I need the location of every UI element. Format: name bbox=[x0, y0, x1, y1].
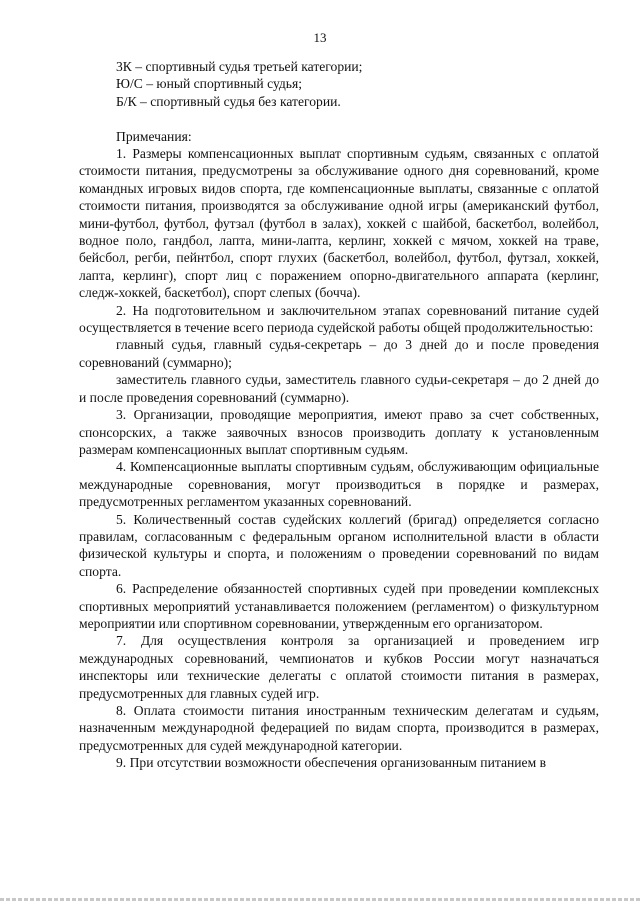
note-paragraph-6: 6. Распределение обязанностей спортивных судей при проведении комплексных спортивных мероприятий устанавливается положением (регламентом) о физкультурном мероприятии или спортивном соревновании, утвержденным его организатором. bbox=[79, 581, 599, 631]
note-paragraph-4: 4. Компенсационные выплаты спортивным судьям, обслуживающим официальные международные соревнования, могут производиться в порядке и размерах, предусмотренных регламентом указанных соревнований. bbox=[79, 459, 599, 510]
document-body bbox=[79, 58, 599, 772]
note-paragraph-7: 7. Для осуществления контроля за организацией и проведением игр международных соревнований, чемпионатов и кубков России могут назначаться инспекторы или технические делегаты с оплатой стоимости питания в размерах, предусмотренных для главных судей игр. bbox=[79, 633, 599, 701]
notes-heading: Примечания: bbox=[116, 128, 192, 144]
note-paragraph-8: 8. Оплата стоимости питания иностранным техническим делегатам и судьям, назначенным международной федерацией по видам спорта, производится в размерах, предусмотренных для судей международной категории. bbox=[79, 703, 599, 753]
scan-bottom-edge bbox=[0, 898, 640, 901]
note-paragraph-2-deputy-judge: заместитель главного судьи, заместитель главного судьи-секретаря – до 2 дней до и после проведения соревнований (суммарно). bbox=[79, 372, 599, 405]
abbreviation-3k: 3К – спортивный судья третьей категории; bbox=[116, 59, 363, 74]
note-paragraph-1: 1. Размеры компенсационных выплат спортивным судьям, связанных с оплатой стоимости питания, предусмотрены за обслуживание одного дня соревнований, кроме командных игровых видов спорта, где компенсационные выплаты, связанные с оплатой стоимости питания, производятся за обслуживание одной игры (американский футбол, мини-футбол, футбол, футзал (футбол в залах), хоккей с шайбой, баскетбол, волейбол, водное поло, гандбол, лапта, мини-лапта, керлинг, хоккей с мячом, хоккей на траве, бейсбол, регби, пейнтбол, спорт глухих (баскетбол, волейбол, футбол, футзал, хоккей, лапта, керлинг), спорт лиц с поражением опорно-двигательного аппарата (керлинг, следж-хоккей, баскетбол), спорт слепых (бочча). bbox=[79, 146, 599, 301]
note-paragraph-5: 5. Количественный состав судейских коллегий (бригад) определяется согласно правилам, согласованным с федеральным органом исполнительной власти в области физической культуры и спорта, и положениям о проведении соревнований по видам спорта. bbox=[79, 511, 599, 579]
note-paragraph-2-chief-judge: главный судья, главный судья-секретарь – до 3 дней до и после проведения соревнований (суммарно); bbox=[79, 337, 599, 370]
blank-line bbox=[79, 110, 599, 127]
abbreviation-bk: Б/К – спортивный судья без категории. bbox=[116, 93, 341, 109]
page-number: 13 bbox=[313, 30, 327, 45]
note-paragraph-3: 3. Организации, проводящие мероприятия, имеют право за счет собственных, спонсорских, а также заявочных взносов производить доплату к установленным размерам компенсационных выплат спортивным судьям. bbox=[79, 407, 599, 457]
note-paragraph-9: 9. При отсутствии возможности обеспечения организованным питанием в bbox=[116, 755, 546, 771]
note-paragraph-2: 2. На подготовительном и заключительном этапах соревнований питание судей осуществляется в течение всего периода судейской работы общей продолжительностью: bbox=[79, 302, 599, 336]
abbreviation-yus: Ю/С – юный спортивный судья; bbox=[116, 76, 303, 92]
